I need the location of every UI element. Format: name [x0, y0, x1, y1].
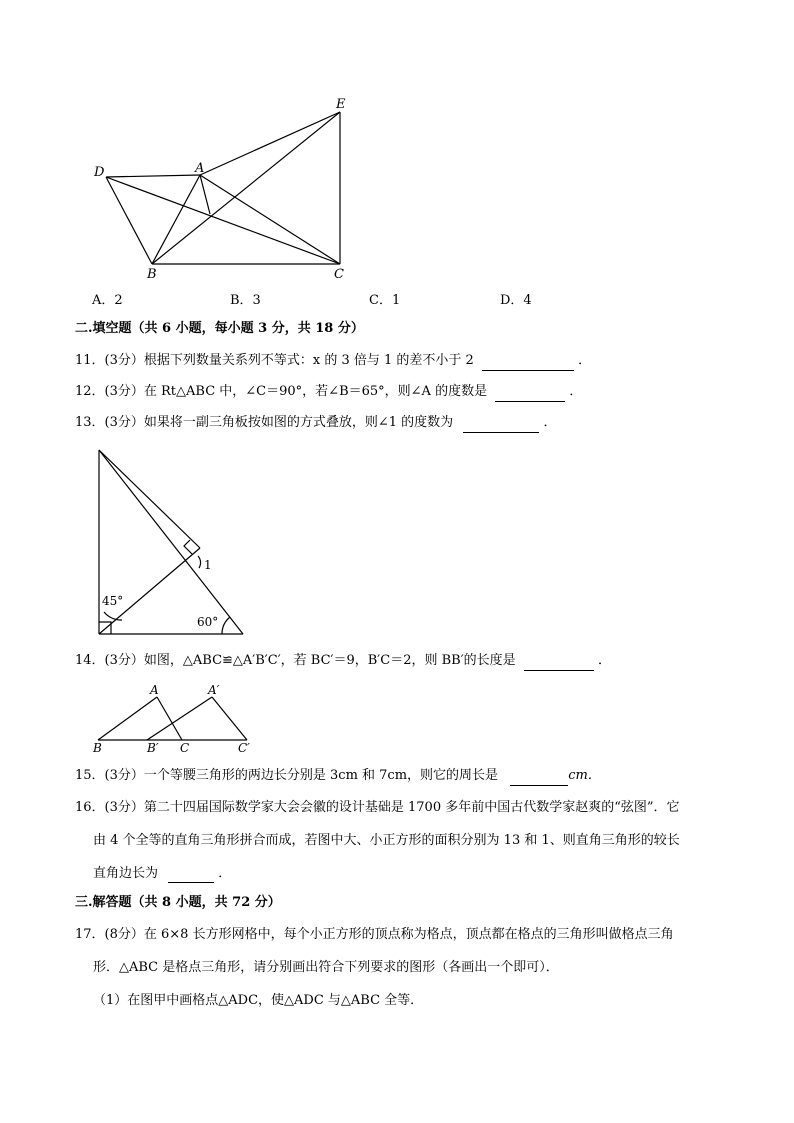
label-b: B: [147, 267, 157, 282]
question-16-end: ．: [218, 866, 232, 881]
question-12-text: 12．(3分）在 Rt△ABC 中，∠C＝90°，若∠B＝65°，则∠A 的度数是: [75, 384, 488, 399]
label-c: C: [180, 741, 190, 755]
question-14: [75, 652, 611, 671]
label-b: B: [93, 741, 102, 755]
question-11-text: 11．(3分）根据下列数量关系列不等式：x 的 3 倍与 1 的差不小于 2: [75, 353, 474, 368]
question-16-line-1: 16．(3分）第二十四届国际数学家大会会徽的设计基础是 1700 多年前中国古代数学家赵爽的“弦图”．它: [75, 800, 680, 815]
label-a: A: [150, 683, 159, 697]
label-c-prime: C′: [238, 741, 250, 755]
answer-blank: [463, 414, 539, 433]
section-heading-fill-in: 二.填空题（共 6 小题，每小题 3 分，共 18 分）: [75, 321, 364, 336]
figure-set-squares: [90, 440, 255, 640]
angle-45-label: 45°: [102, 594, 124, 608]
answer-blank: [510, 767, 568, 786]
question-13-text: 13．(3分）如果将一副三角板按如图的方式叠放，则∠1 的度数为: [75, 415, 454, 430]
answer-blank: [495, 383, 565, 402]
question-12: [75, 383, 582, 402]
question-17-line-2: 形．△ABC 是格点三角形，请分别画出符合下列要求的图形（各画出一个即可）．: [93, 960, 559, 975]
question-15-text: 15．(3分）一个等腰三角形的两边长分别是 3cm 和 7cm，则它的周长是: [75, 768, 499, 783]
choice-c: C．1: [369, 293, 401, 308]
choice-b: B．3: [230, 293, 261, 308]
answer-blank: [482, 352, 574, 371]
question-16-line-2: 由 4 个全等的直角三角形拼合而成，若图中大、小正方形的面积分别为 13 和 1、则直角三角形的较长: [93, 833, 680, 848]
question-14-text: 14．(3分）如图，△ABC≌△A′B′C′，若 BC′＝9，B′C＝2，则 BB′的长度是: [75, 653, 516, 668]
question-13-end: ．: [543, 415, 557, 430]
question-16-line-3: [75, 857, 725, 890]
label-a: A: [195, 161, 205, 176]
choice-a: A．2: [92, 293, 123, 308]
question-12-end: ．: [569, 384, 583, 399]
question-16: [75, 791, 725, 890]
section-heading-solutions: 三.解答题（共 8 小题，共 72 分）: [75, 895, 281, 910]
angle-60-label: 60°: [197, 615, 219, 629]
question-14-end: ．: [597, 653, 611, 668]
choice-d: D．4: [500, 293, 532, 308]
angle-1-label: 1: [204, 558, 212, 572]
answer-blank: [524, 652, 594, 671]
label-d: D: [94, 165, 105, 180]
question-15-unit: cm．: [568, 768, 601, 783]
question-13: [75, 414, 556, 433]
question-16-line-3-text: 直角边长为: [93, 866, 159, 881]
figure-quadrilateral: [85, 90, 365, 290]
label-a-prime: A′: [208, 683, 220, 697]
question-11: [75, 352, 591, 371]
figure-congruent-triangles: [88, 680, 263, 755]
question-17-line-1: 17．(8分）在 6×8 长方形网格中，每个小正方形的顶点称为格点，顶点都在格点的三角形叫做格点三角: [75, 927, 674, 942]
label-c: C: [334, 267, 344, 282]
question-11-end: ．: [578, 353, 592, 368]
answer-blank: [168, 866, 214, 883]
question-17: [75, 918, 725, 1017]
question-17-sub-1: （1）在图甲中画格点△ADC，使△ADC 与△ABC 全等．: [93, 993, 424, 1008]
question-15: [75, 767, 601, 786]
label-b-prime: B′: [147, 741, 159, 755]
label-e: E: [336, 97, 346, 112]
